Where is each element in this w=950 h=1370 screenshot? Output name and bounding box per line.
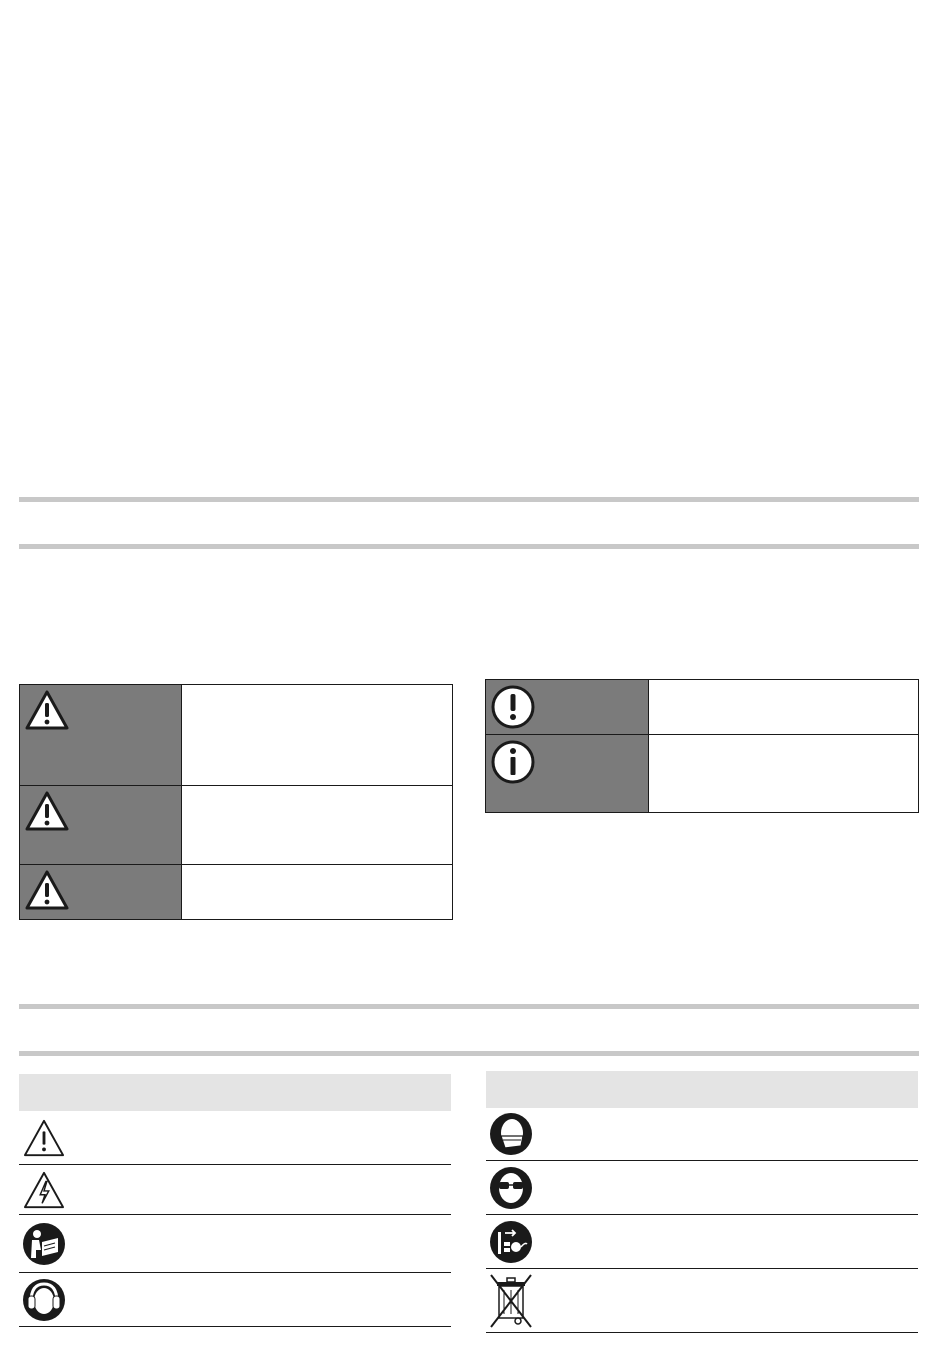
symbol-row: [486, 1269, 918, 1333]
symbols-table-header: [486, 1071, 918, 1108]
section-rule-bottom-1: [19, 544, 919, 549]
symbol-row: [19, 1215, 451, 1273]
dust-mask-icon: [486, 1112, 536, 1156]
section-rule-top-1: [19, 497, 919, 502]
symbol-row: [486, 1161, 918, 1215]
exclamation-circle-icon: [490, 684, 536, 730]
signal-word-table-right: [485, 679, 919, 813]
read-manual-icon: [19, 1222, 69, 1266]
signal-row: [486, 680, 918, 734]
warning-triangle-icon: [24, 869, 70, 911]
symbol-row: [19, 1165, 451, 1215]
signal-word-cell: [20, 865, 182, 919]
section-rule-bottom-2: [19, 1051, 919, 1056]
ear-protection-icon: [19, 1278, 69, 1322]
electric-hazard-icon: [19, 1170, 69, 1210]
signal-row: [486, 734, 918, 812]
eye-protection-icon: [486, 1166, 536, 1210]
info-circle-icon: [490, 739, 536, 785]
signal-description: [182, 865, 452, 919]
signal-word-cell: [20, 685, 182, 785]
symbol-row: [486, 1108, 918, 1161]
signal-description: [182, 786, 452, 864]
signal-word-cell: [20, 786, 182, 864]
symbols-table-right: [486, 1071, 918, 1333]
signal-description: [649, 680, 918, 734]
symbol-row: [19, 1111, 451, 1165]
section-rule-top-2: [19, 1004, 919, 1009]
unplug-before-maintenance-icon: [486, 1220, 536, 1264]
warning-triangle-icon: [24, 689, 70, 731]
signal-word-table-left: [19, 684, 453, 920]
symbols-table-left: [19, 1074, 451, 1327]
warning-triangle-icon: [19, 1118, 69, 1158]
signal-row: [20, 685, 452, 785]
signal-description: [182, 685, 452, 785]
signal-row: [20, 864, 452, 919]
signal-description: [649, 735, 918, 812]
symbols-table-header: [19, 1074, 451, 1111]
weee-crossed-bin-icon: [486, 1272, 536, 1330]
warning-triangle-icon: [24, 790, 70, 832]
signal-row: [20, 785, 452, 864]
symbol-row: [486, 1215, 918, 1269]
symbol-row: [19, 1273, 451, 1327]
signal-word-cell: [486, 735, 649, 812]
signal-word-cell: [486, 680, 649, 734]
